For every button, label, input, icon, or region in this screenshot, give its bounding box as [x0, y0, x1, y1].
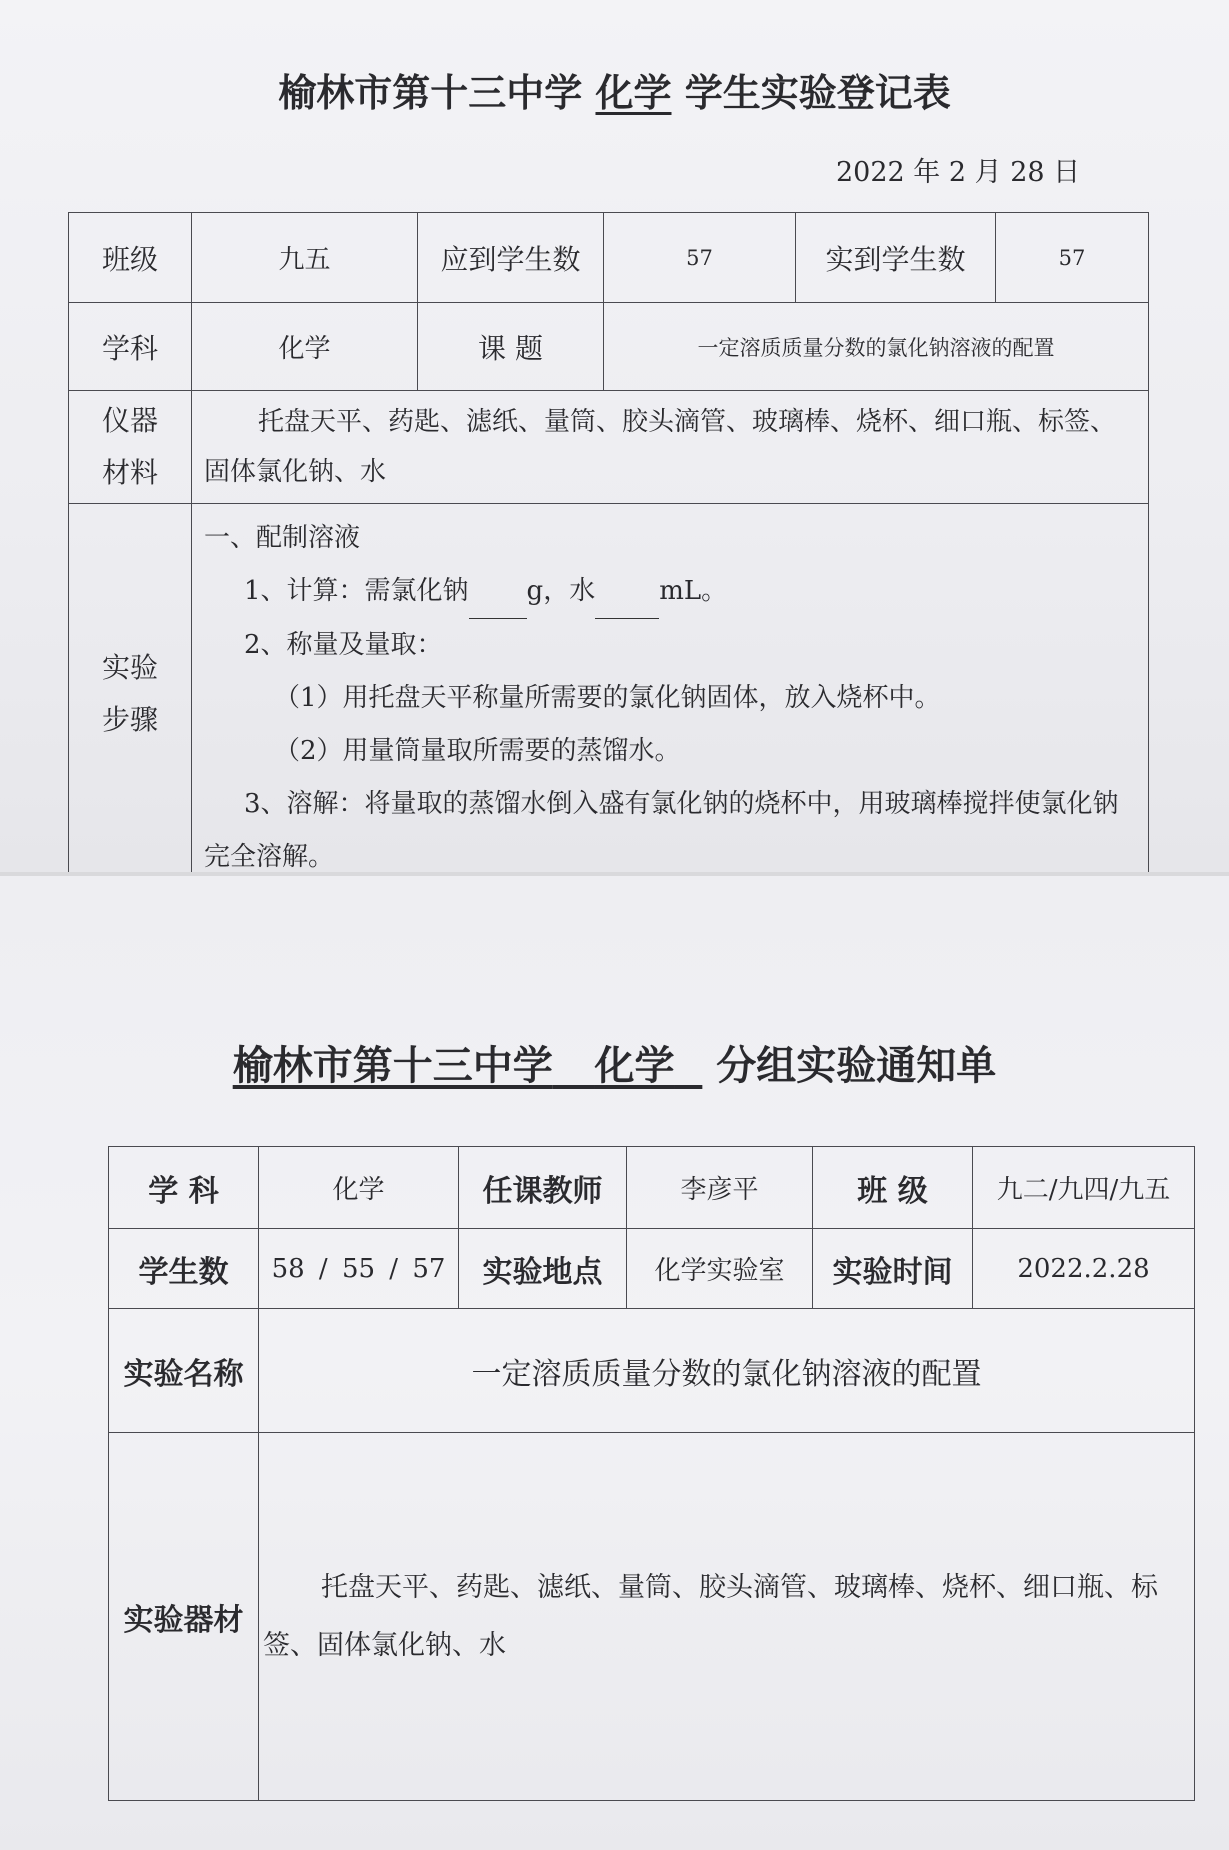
experiment-name-label: 实验名称 [109, 1309, 259, 1433]
equipment-label: 实验器材 [109, 1433, 259, 1801]
steps-label [69, 504, 192, 873]
notice-title-subject [553, 1043, 703, 1089]
step-calculate-c: mL。 [659, 576, 728, 606]
title-subject: 化学 [595, 70, 672, 115]
title-school: 榆林市第十三中学 [278, 70, 583, 115]
notice-row-equipment [109, 1433, 1195, 1801]
actual-students-value: 57 [996, 213, 1149, 303]
notice-row-name [109, 1309, 1195, 1433]
register-form-title [0, 62, 1229, 117]
class-label: 班级 [69, 213, 192, 303]
equipment-text: 托盘天平、药匙、滤纸、量筒、胶头滴管、玻璃棒、烧杯、细口瓶、标签、固体氯化钠、水 [259, 1433, 1195, 1801]
blank-water-ml[interactable] [595, 565, 659, 619]
register-row-class [69, 213, 1149, 303]
notice-title-form-name: 分组实验通知单 [716, 1043, 997, 1089]
experiment-name-value: 一定溶质质量分数的氯化钠溶液的配置 [259, 1309, 1195, 1433]
notice-class-value: 九二/九四/九五 [973, 1147, 1195, 1229]
subject-label: 学科 [69, 303, 192, 391]
register-table [68, 212, 1149, 872]
topic-value: 一定溶质质量分数的氯化钠溶液的配置 [604, 303, 1149, 391]
materials-text: 托盘天平、药匙、滤纸、量筒、胶头滴管、玻璃棒、烧杯、细口瓶、标签、固体氯化钠、水 [192, 391, 1149, 504]
notice-subject-label: 学 科 [109, 1147, 259, 1229]
expected-students-label: 应到学生数 [418, 213, 604, 303]
subject-value: 化学 [192, 303, 418, 391]
step-calculate-b: g，水 [526, 576, 596, 606]
step-calculate-a: 1、计算：需氯化钠 [244, 576, 469, 606]
register-row-subject [69, 303, 1149, 391]
notice-form-title [0, 1034, 1229, 1091]
notice-subject-value: 化学 [259, 1147, 459, 1229]
notice-row-2 [109, 1229, 1195, 1309]
step-dissolve-cont: 完全溶解。 [204, 842, 335, 872]
teacher-label: 任课教师 [459, 1147, 627, 1229]
actual-students-label: 实到学生数 [796, 213, 996, 303]
notice-row-1 [109, 1147, 1195, 1229]
register-row-steps [69, 504, 1149, 873]
time-label: 实验时间 [813, 1229, 973, 1309]
location-value: 化学实验室 [627, 1229, 813, 1309]
teacher-value: 李彦平 [627, 1147, 813, 1229]
students-value: 58 / 55 / 57 [259, 1229, 459, 1309]
notice-title-subject-text: 化学 [594, 1043, 675, 1089]
expected-students-value: 57 [604, 213, 796, 303]
step-heading: 一、配制溶液 [204, 523, 361, 553]
step-calculate [204, 565, 1138, 619]
step-weigh-1: （1）用托盘天平称量所需要的氯化钠固体，放入烧杯中。 [274, 683, 941, 713]
title-form-name: 学生实验登记表 [684, 70, 951, 115]
notice-title-school: 榆林市第十三中学 [232, 1043, 553, 1089]
register-date: 2022 年 2 月 28 日 [836, 157, 1081, 188]
materials-label-line1: 仪器 [101, 404, 158, 437]
students-label: 学生数 [109, 1229, 259, 1309]
step-weigh: 2、称量及量取： [244, 630, 443, 660]
topic-label: 课 题 [418, 303, 604, 391]
materials-label [69, 391, 192, 504]
location-label: 实验地点 [459, 1229, 627, 1309]
time-value: 2022.2.28 [973, 1229, 1195, 1309]
class-value: 九五 [192, 213, 418, 303]
steps-label-line2: 步骤 [101, 703, 158, 736]
steps-label-line1: 实验 [101, 651, 158, 684]
steps-text [192, 504, 1149, 873]
blank-nacl-grams[interactable] [469, 565, 527, 619]
step-dissolve: 3、溶解：将量取的蒸馏水倒入盛有氯化钠的烧杯中，用玻璃棒搅拌使氯化钠 [244, 789, 1119, 819]
notice-form-sheet [0, 876, 1229, 1850]
notice-class-label: 班 级 [813, 1147, 973, 1229]
step-weigh-2: （2）用量筒量取所需要的蒸馏水。 [274, 736, 681, 766]
register-form-sheet [0, 0, 1229, 872]
register-row-materials [69, 391, 1149, 504]
notice-table [108, 1146, 1195, 1801]
materials-label-line2: 材料 [101, 456, 158, 489]
